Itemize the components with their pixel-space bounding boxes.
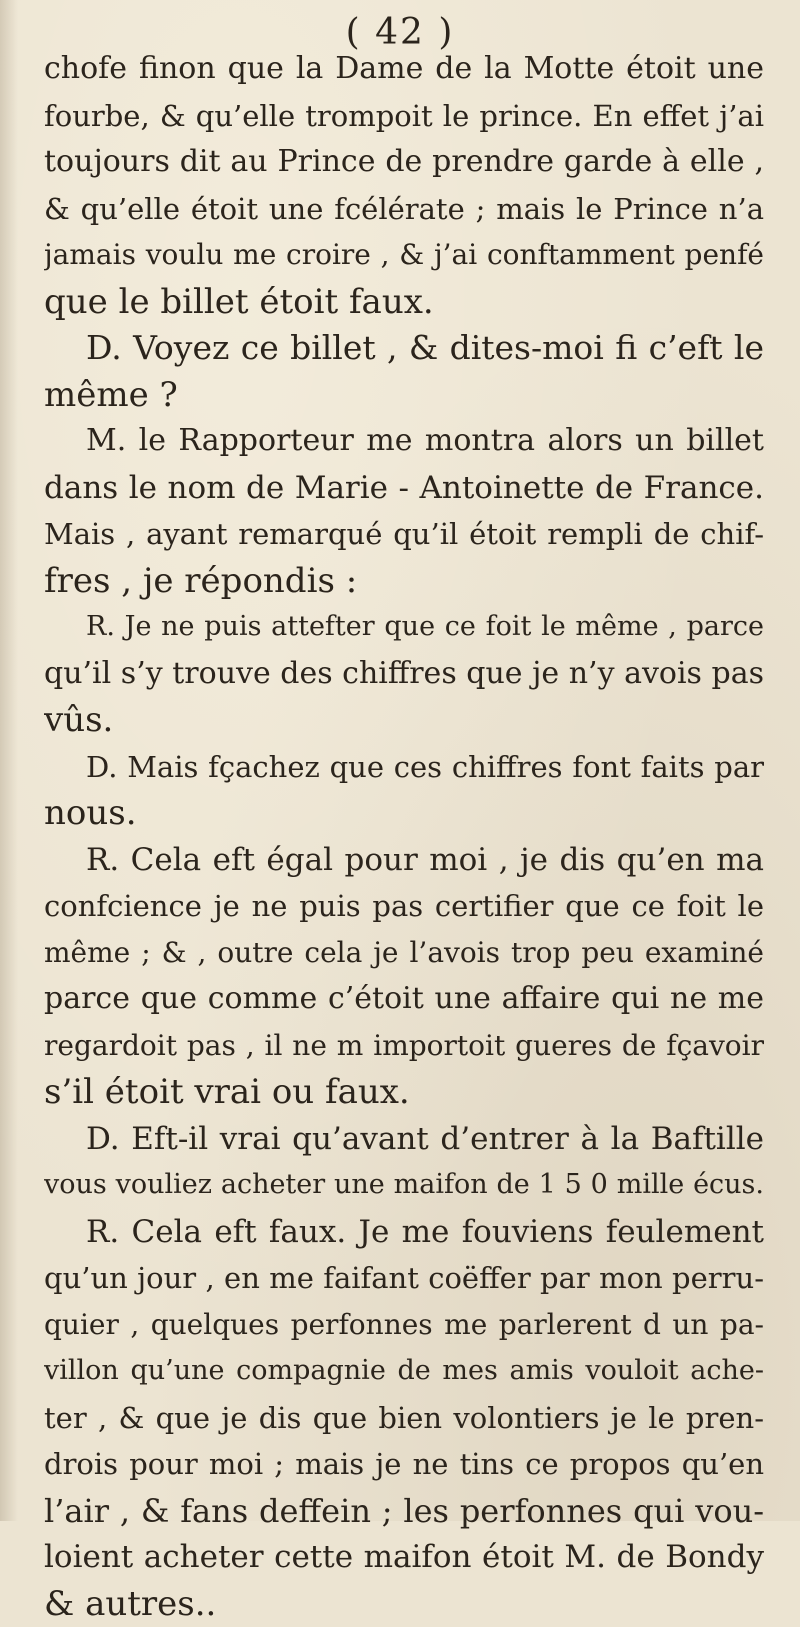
- text-line: même ?: [44, 372, 764, 419]
- text-line: fres , je répondis :: [44, 558, 764, 605]
- text-line: regardoit pas , il ne m importoit gueres de fçavoir: [44, 1023, 764, 1070]
- text-line: dans le nom de Marie - Antoinette de France.: [44, 465, 764, 512]
- text-line: s’il étoit vrai ou faux.: [44, 1069, 764, 1116]
- text-line: qu’un jour , en me faifant coëffer par mon perru-: [44, 1255, 764, 1302]
- text-line: que le billet étoit faux.: [44, 279, 764, 326]
- text-line: R. Cela eft égal pour moi , je dis qu’en ma: [44, 837, 764, 884]
- text-line: M. le Rapporteur me montra alors un billet: [44, 418, 764, 465]
- text-line: R. Cela eft faux. Je me fouviens feulement: [44, 1209, 764, 1256]
- text-line: villon qu’une compagnie de mes amis vouloit ache-: [44, 1348, 764, 1395]
- text-line: toujours dit au Prince de prendre garde à elle ,: [44, 139, 764, 186]
- text-line: l’air , & fans deffein ; les perfonnes qui vou-: [44, 1488, 764, 1535]
- page-shadow: [0, 0, 18, 1521]
- page-number: ( 42 ): [0, 12, 800, 53]
- text-line: jamais voulu me croire , & j’ai conftamment penfé: [44, 232, 764, 279]
- text-line: loient acheter cette maifon étoit M. de Bondy: [44, 1534, 764, 1581]
- text-line: quier , quelques perfonnes me parlerent d un pa-: [44, 1302, 764, 1349]
- text-line: même ; & , outre cela je l’avois trop peu examiné: [44, 930, 764, 977]
- text-line: D. Eft-il vrai qu’avant d’entrer à la Baftille: [44, 1116, 764, 1163]
- text-line: R. Je ne puis attefter que ce foit le même , parce: [44, 604, 764, 651]
- text-line: D. Mais fçachez que ces chiffres font faits par: [44, 744, 764, 791]
- text-line: confcience je ne puis pas certifier que ce foit le: [44, 883, 764, 930]
- text-line: vûs.: [44, 697, 764, 744]
- text-line: vous vouliez acheter une maifon de 1 5 0 mille écus.: [44, 1162, 764, 1209]
- text-line: parce que comme c’étoit une affaire qui ne me: [44, 976, 764, 1023]
- text-line: ter , & que je dis que bien volontiers je le pren-: [44, 1395, 764, 1442]
- text-line: & qu’elle étoit une fcélérate ; mais le Prince n’a: [44, 186, 764, 233]
- text-line: Mais , ayant remarqué qu’il étoit rempli de chif-: [44, 511, 764, 558]
- text-line: qu’il s’y trouve des chiffres que je n’y avois pas: [44, 651, 764, 698]
- text-line: fourbe, & qu’elle trompoit le prince. En effet j’ai: [44, 93, 764, 140]
- body-text: [44, 46, 764, 1627]
- text-line: chofe finon que la Dame de la Motte étoit une: [44, 46, 764, 93]
- text-line: & autres..: [44, 1581, 764, 1627]
- text-line: D. Voyez ce billet , & dites-moi fi c’eft le: [44, 325, 764, 372]
- text-line: drois pour moi ; mais je ne tins ce propos qu’en: [44, 1441, 764, 1488]
- text-line: nous.: [44, 790, 764, 837]
